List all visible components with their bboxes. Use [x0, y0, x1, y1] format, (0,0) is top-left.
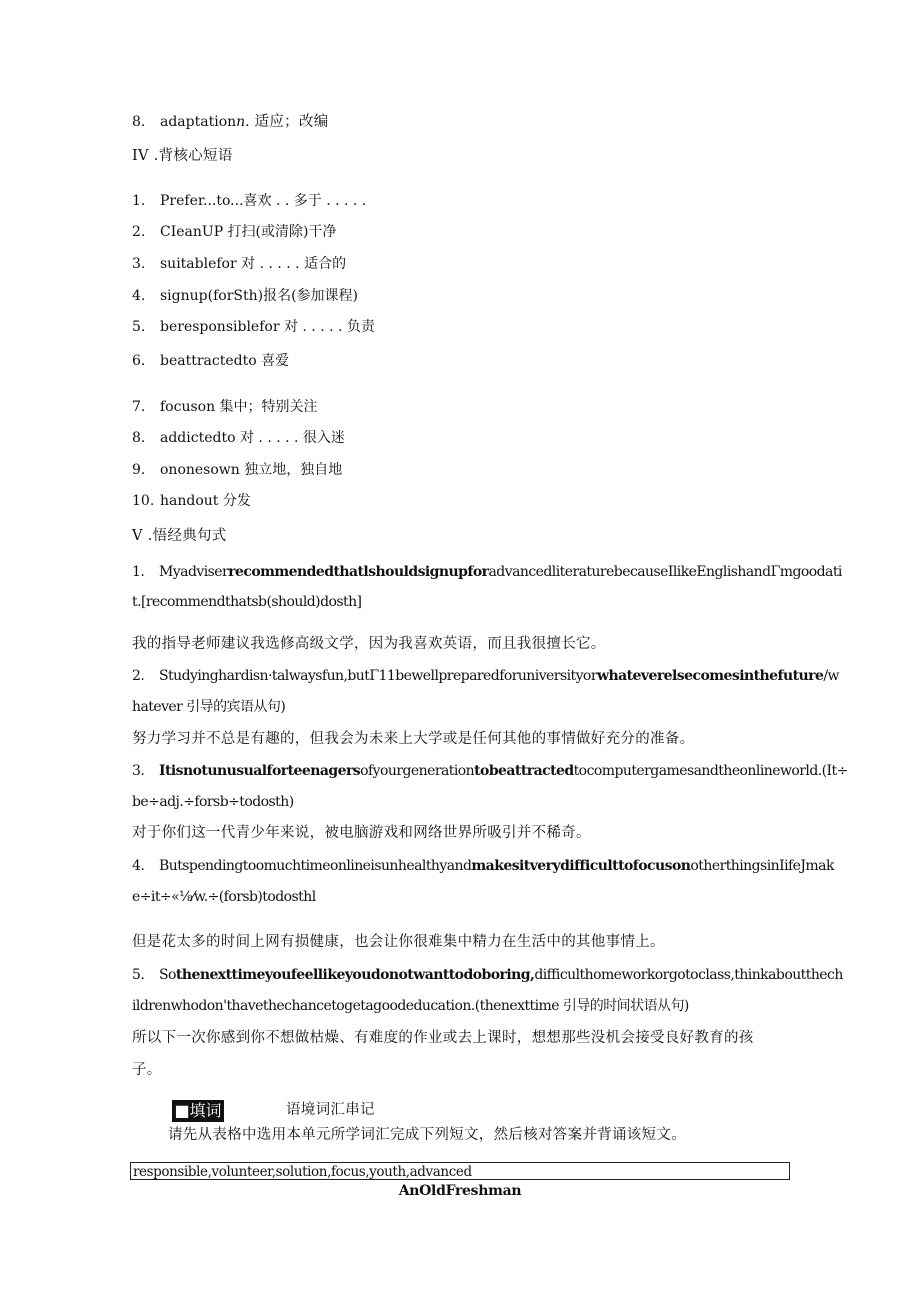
fill-words-badge: ■填词 — [172, 1100, 224, 1122]
word-bank-box: responsible,volunteer,solution,focus,youth,advanced — [130, 1162, 790, 1180]
sentence-2-line-1: 2. Studyinghardisn·talwaysfun,butΓ11bewellpreparedforuniversityorwhateverelsecomesinthefuture/w — [132, 668, 839, 684]
phrase-item-7: 7. focuson 集中；特别关注 — [132, 399, 318, 415]
sentence-4-line-2: e÷it÷«⅛⁄w.÷(forsb)todosthl — [132, 889, 316, 905]
phrase-item-10: 10. handout 分发 — [132, 493, 251, 509]
sentence-2-translation: 努力学习并不总是有趣的，但我会为未来上大学或是任何其他的事情做好充分的准备。 — [132, 731, 695, 747]
sentence-5-translation-line-2: 子。 — [132, 1062, 162, 1078]
phrase-item-5: 5. beresponsiblefor 对 . . . . . 负责 — [132, 319, 375, 335]
sentence-1-line-1: 1. MyadviserrecommendedthatlshouldsignupforadvancedliteraturebecauseIlikeEnglishandΓmgoodati — [132, 564, 842, 580]
sentence-3-line-2: be÷adj.÷forsb÷todosth) — [132, 794, 294, 810]
sentence-3-translation: 对于你们这一代青少年来说，被电脑游戏和网络世界所吸引并不稀奇。 — [132, 825, 591, 841]
fill-section-label: 语境词汇串记 — [286, 1102, 375, 1118]
sentence-1-line-2: t.[recommendthatsb(should)dosth] — [132, 594, 362, 610]
section-v-title: V .悟经典句式 — [132, 528, 227, 544]
vocab-meaning: 适应；改编 — [249, 114, 329, 130]
sentence-3-line-1: 3. Itisnotunusualforteenagersofyourgenerationtobeattractedtocomputergamesandtheonlineworld.(It÷ — [132, 763, 848, 779]
sentence-2-line-2: hatever 引导的宾语从句) — [132, 699, 286, 715]
vocab-item-8: 8. adaptationn. 适应；改编 — [132, 114, 329, 130]
vocab-pos: n. — [236, 114, 250, 130]
phrase-item-9: 9. ononesown 独立地，独自地 — [132, 462, 343, 478]
sentence-4-line-1: 4. ButspendingtoomuchtimeonlineisunhealthyandmakesitverydifficulttofocusonotherthingsinIifeJmak — [132, 858, 834, 874]
sentence-1-key-phrase: recommendedthatlshouldsignupfor — [228, 564, 489, 580]
sentence-5-line-2: ildrenwhodon'thavethechancetogetagoodeducation.(thenexttime 引导的时间状语从句) — [132, 998, 689, 1014]
sentence-4-key-phrase: makesitverydifficulttofocuson — [471, 858, 691, 874]
sentence-5-line-1: 5. Sothenexttimeyoufeellikeyoudonotwanttodoboring,difficulthomeworkorgotoclass,thinkaboutthech — [132, 967, 843, 983]
sentence-1-translation: 我的指导老师建议我选修高级文学，因为我喜欢英语，而且我很擅长它。 — [132, 636, 606, 652]
phrase-item-4: 4. signup(forSth)报名(参加课程) — [132, 288, 359, 304]
vocab-word: adaptation — [160, 114, 237, 130]
sentence-2-key-phrase: whateverelsecomesinthefuture — [596, 668, 824, 684]
phrase-item-3: 3. suitablefor 对 . . . . . 适合的 — [132, 256, 347, 272]
phrase-item-1: 1. Prefer...to...喜欢 . . 多于 . . . . . — [132, 193, 367, 209]
passage-title: AnOldFreshman — [398, 1183, 522, 1199]
phrase-item-6: 6. beattractedto 喜爱 — [132, 353, 290, 369]
sentence-5-translation-line-1: 所以下一次你感到你不想做枯燥、有难度的作业或去上课时，想想那些没机会接受良好教育的孩 — [132, 1030, 754, 1046]
phrase-item-8: 8. addictedto 对 . . . . . 很入迷 — [132, 430, 345, 446]
section-iv-title: IV .背核心短语 — [132, 148, 233, 164]
sentence-5-key-phrase: thenexttimeyoufeellikeyoudonotwanttodoboring, — [175, 967, 535, 983]
fill-instruction: 请先从表格中选用本单元所学词汇完成下列短文，然后核对答案并背诵该短文。 — [168, 1127, 686, 1143]
phrase-item-2: 2. CIeanUP 打扫(或清除)干净 — [132, 224, 337, 240]
sentence-4-translation: 但是花太多的时间上网有损健康，也会让你很难集中精力在生活中的其他事情上。 — [132, 934, 665, 950]
